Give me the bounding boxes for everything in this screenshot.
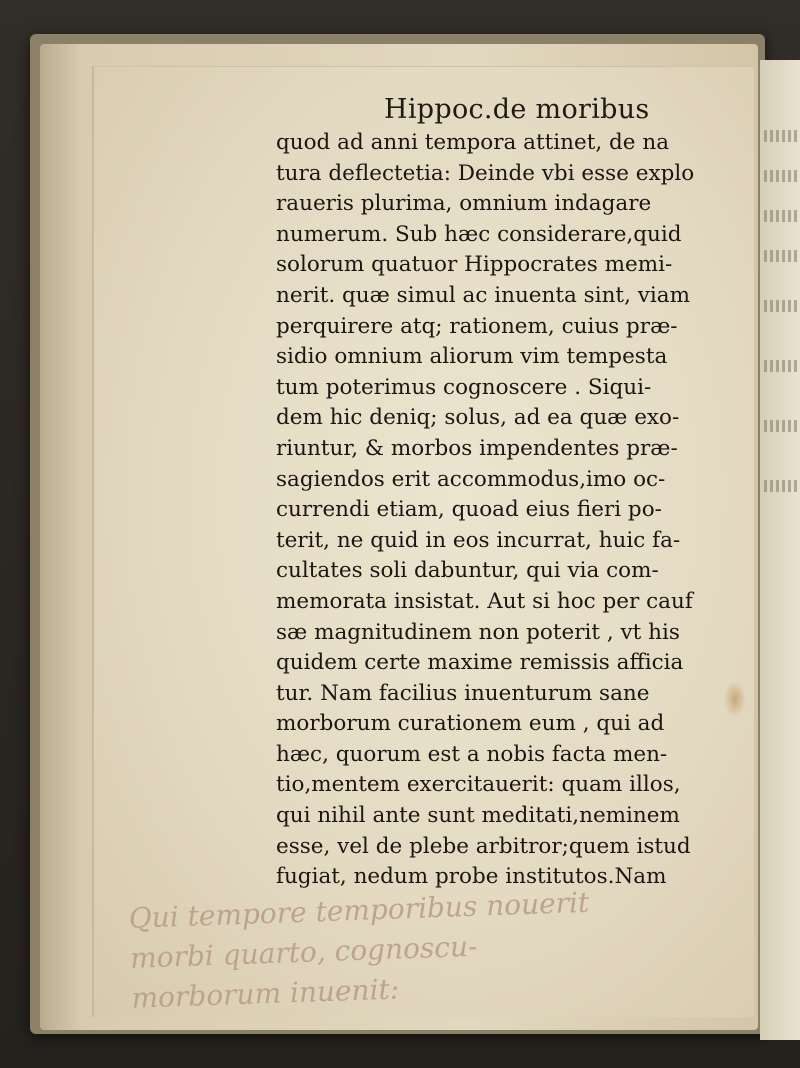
text-line: morborum curationem eum , qui ad (276, 711, 665, 737)
text-line: cultates soli dabuntur, qui via com- (276, 558, 659, 584)
text-line: quidem certe maxime remissis afficia (276, 650, 684, 676)
opposite-text-fragment (764, 300, 800, 312)
text-line: hæc, quorum est a nobis facta men- (276, 741, 668, 767)
text-line: terit, ne quid in eos incurrat, huic fa- (276, 527, 681, 553)
opposite-text-fragment (764, 170, 800, 182)
body-text (276, 128, 736, 893)
text-line: numerum. Sub hæc considerare,quid (276, 221, 682, 247)
text-line: quod ad anni tempora attinet, de na (276, 130, 670, 155)
handwriting-line: morborum inuenit: (130, 972, 400, 1015)
text-line: perquirere atq; rationem, cuius præ- (276, 313, 678, 339)
opposite-text-fragment (764, 480, 800, 492)
handwritten-annotation (128, 877, 752, 1019)
opposite-text-fragment (764, 360, 800, 372)
text-line: currendi etiam, quoad eius fieri po- (276, 497, 662, 523)
text-line: nerit. quæ simul ac inuenta sint, viam (276, 282, 690, 308)
running-head: Hippoc.de moribus (384, 94, 650, 125)
text-line: tur. Nam facilius inuenturum sane (276, 680, 650, 706)
opposite-text-fragment (764, 130, 800, 142)
text-line: tum poterimus cognoscere . Siqui- (276, 374, 652, 400)
text-line: riuntur, & morbos impendentes præ- (276, 435, 678, 461)
text-line: fugiat, nedum probe institutos.Nam (276, 864, 667, 890)
handwriting-line: Qui tempore temporibus nouerit (128, 885, 590, 935)
opposite-text-fragment (764, 250, 800, 262)
text-line: esse, vel de plebe arbitror;quem istud (276, 833, 691, 859)
text-line: raueris plurima, omnium indagare (276, 191, 652, 217)
text-line: qui nihil ante sunt meditati,neminem (276, 803, 680, 829)
text-line: tio,mentem exercitauerit: quam illos, (276, 772, 681, 798)
opposite-text-fragment (764, 420, 800, 432)
text-line: memorata insistat. Aut si hoc per cauf (276, 588, 693, 614)
text-line: sidio omnium aliorum vim tempesta (276, 344, 668, 370)
text-line: sæ magnitudinem non poterit , vt his (276, 619, 680, 645)
text-line: solorum quatuor Hippocrates memi- (276, 252, 673, 278)
handwriting-line: morbi quarto, cognoscu- (129, 929, 478, 975)
opposite-text-fragment (764, 210, 800, 222)
text-line: tura deflectetia: Deinde vbi esse explo (276, 160, 695, 186)
opposite-page (760, 60, 800, 1040)
ink-stain (724, 680, 746, 718)
text-line: dem hic deniq; solus, ad ea quæ exo- (276, 405, 680, 431)
text-line: sagiendos erit accommodus,imo oc- (276, 466, 666, 492)
